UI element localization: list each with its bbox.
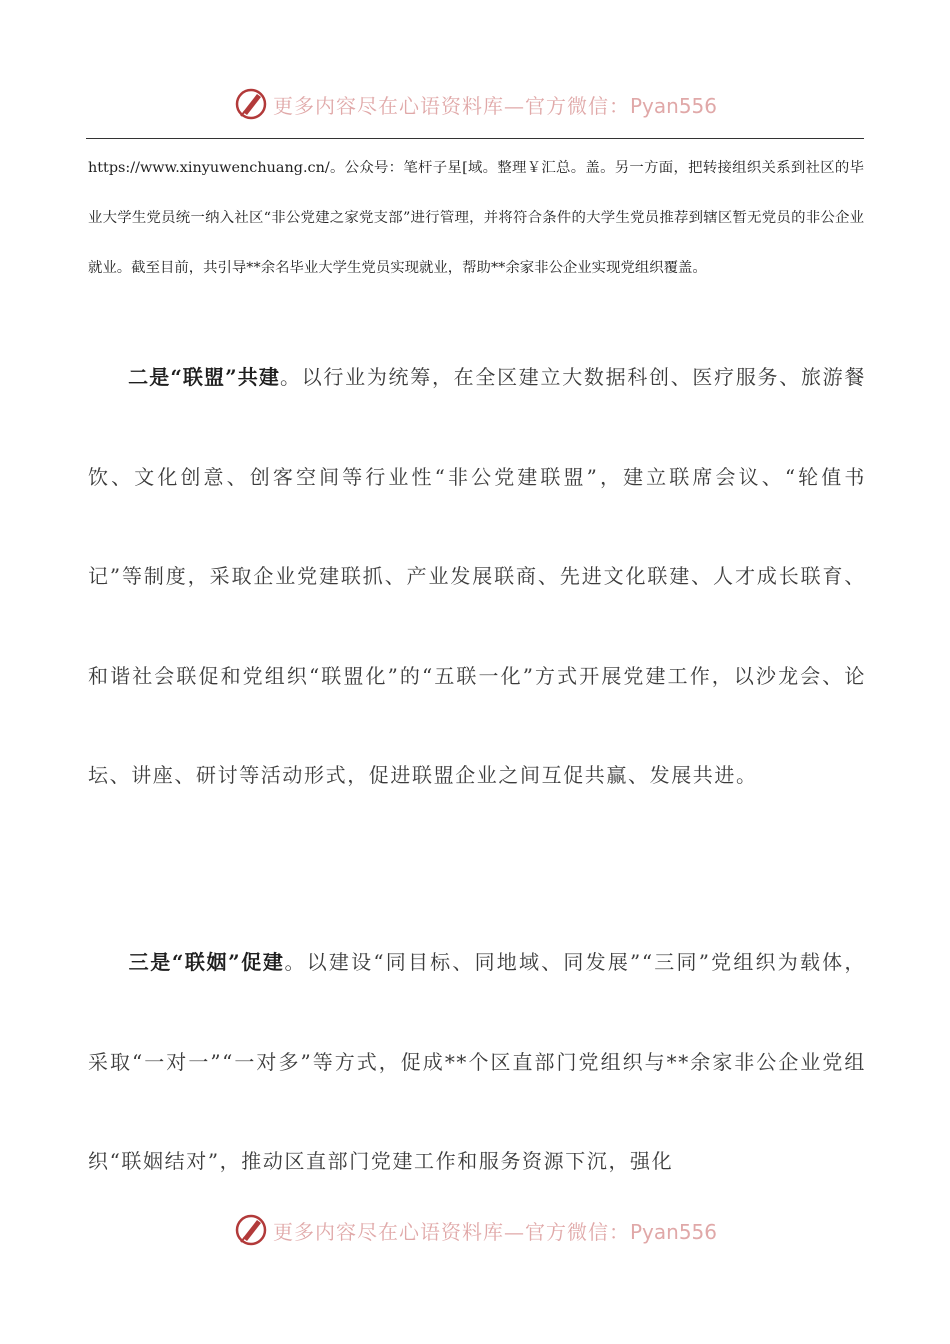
wechat-id: Pyan556 bbox=[629, 1219, 717, 1244]
pen-logo-icon bbox=[233, 86, 269, 122]
header-rule bbox=[86, 138, 864, 139]
intro-paragraph: https://www.xinyuwenchuang.cn/。公众号：笔杆子星[域。整理￥汇总。盖。另一方面，把转接组织关系到社区的毕业大学生党员统一纳入社区“非公党建之家党支部”进行管理，并将符合条件的大学生党员推荐到辖区暂无党员的非公企业就业。截至目前，共引导**余名毕业大学生党员实现就业，帮助**余家非公企业实现党组织覆盖。 bbox=[88, 160, 864, 276]
paragraph-pairing-lead: 三是“联姻”促建 bbox=[128, 950, 285, 974]
paragraph-alliance-lead: 二是“联盟”共建 bbox=[128, 365, 280, 389]
paragraph-alliance-body: 。以行业为统筹，在全区建立大数据科创、医疗服务、旅游餐饮、文化创意、创客空间等行业性“非公党建联盟”，建立联席会议、“轮值书记”等制度，采取企业党建联抓、产业发展联商、先进文化联建、人才成长联育、和谐社会联促和党组织“联盟化”的“五联一化”方式开展党建工作，以沙龙会、论坛、讲座、研讨等活动形式，促进联盟企业之间互促共赢、发展共进。 bbox=[88, 365, 866, 787]
header-banner bbox=[0, 84, 950, 124]
paragraph-pairing bbox=[88, 913, 866, 1212]
pen-logo-icon bbox=[233, 1212, 269, 1248]
paragraph-pairing-body: 。以建设“同目标、同地域、同发展”“三同”党组织为载体，采取“一对一”“一对多”等方式，促成**个区直部门党组织与**余家非公企业党组织“联姻结对”，推动区直部门党建工作和服务资源下沉，强化 bbox=[88, 950, 866, 1173]
wechat-id: Pyan556 bbox=[629, 93, 717, 118]
paragraph-alliance bbox=[88, 328, 866, 826]
footer-banner bbox=[0, 1210, 950, 1250]
banner-text: 更多内容尽在心语资料库—官方微信：Pyan556 bbox=[272, 93, 717, 118]
banner-text: 更多内容尽在心语资料库—官方微信：Pyan556 bbox=[272, 1219, 717, 1244]
